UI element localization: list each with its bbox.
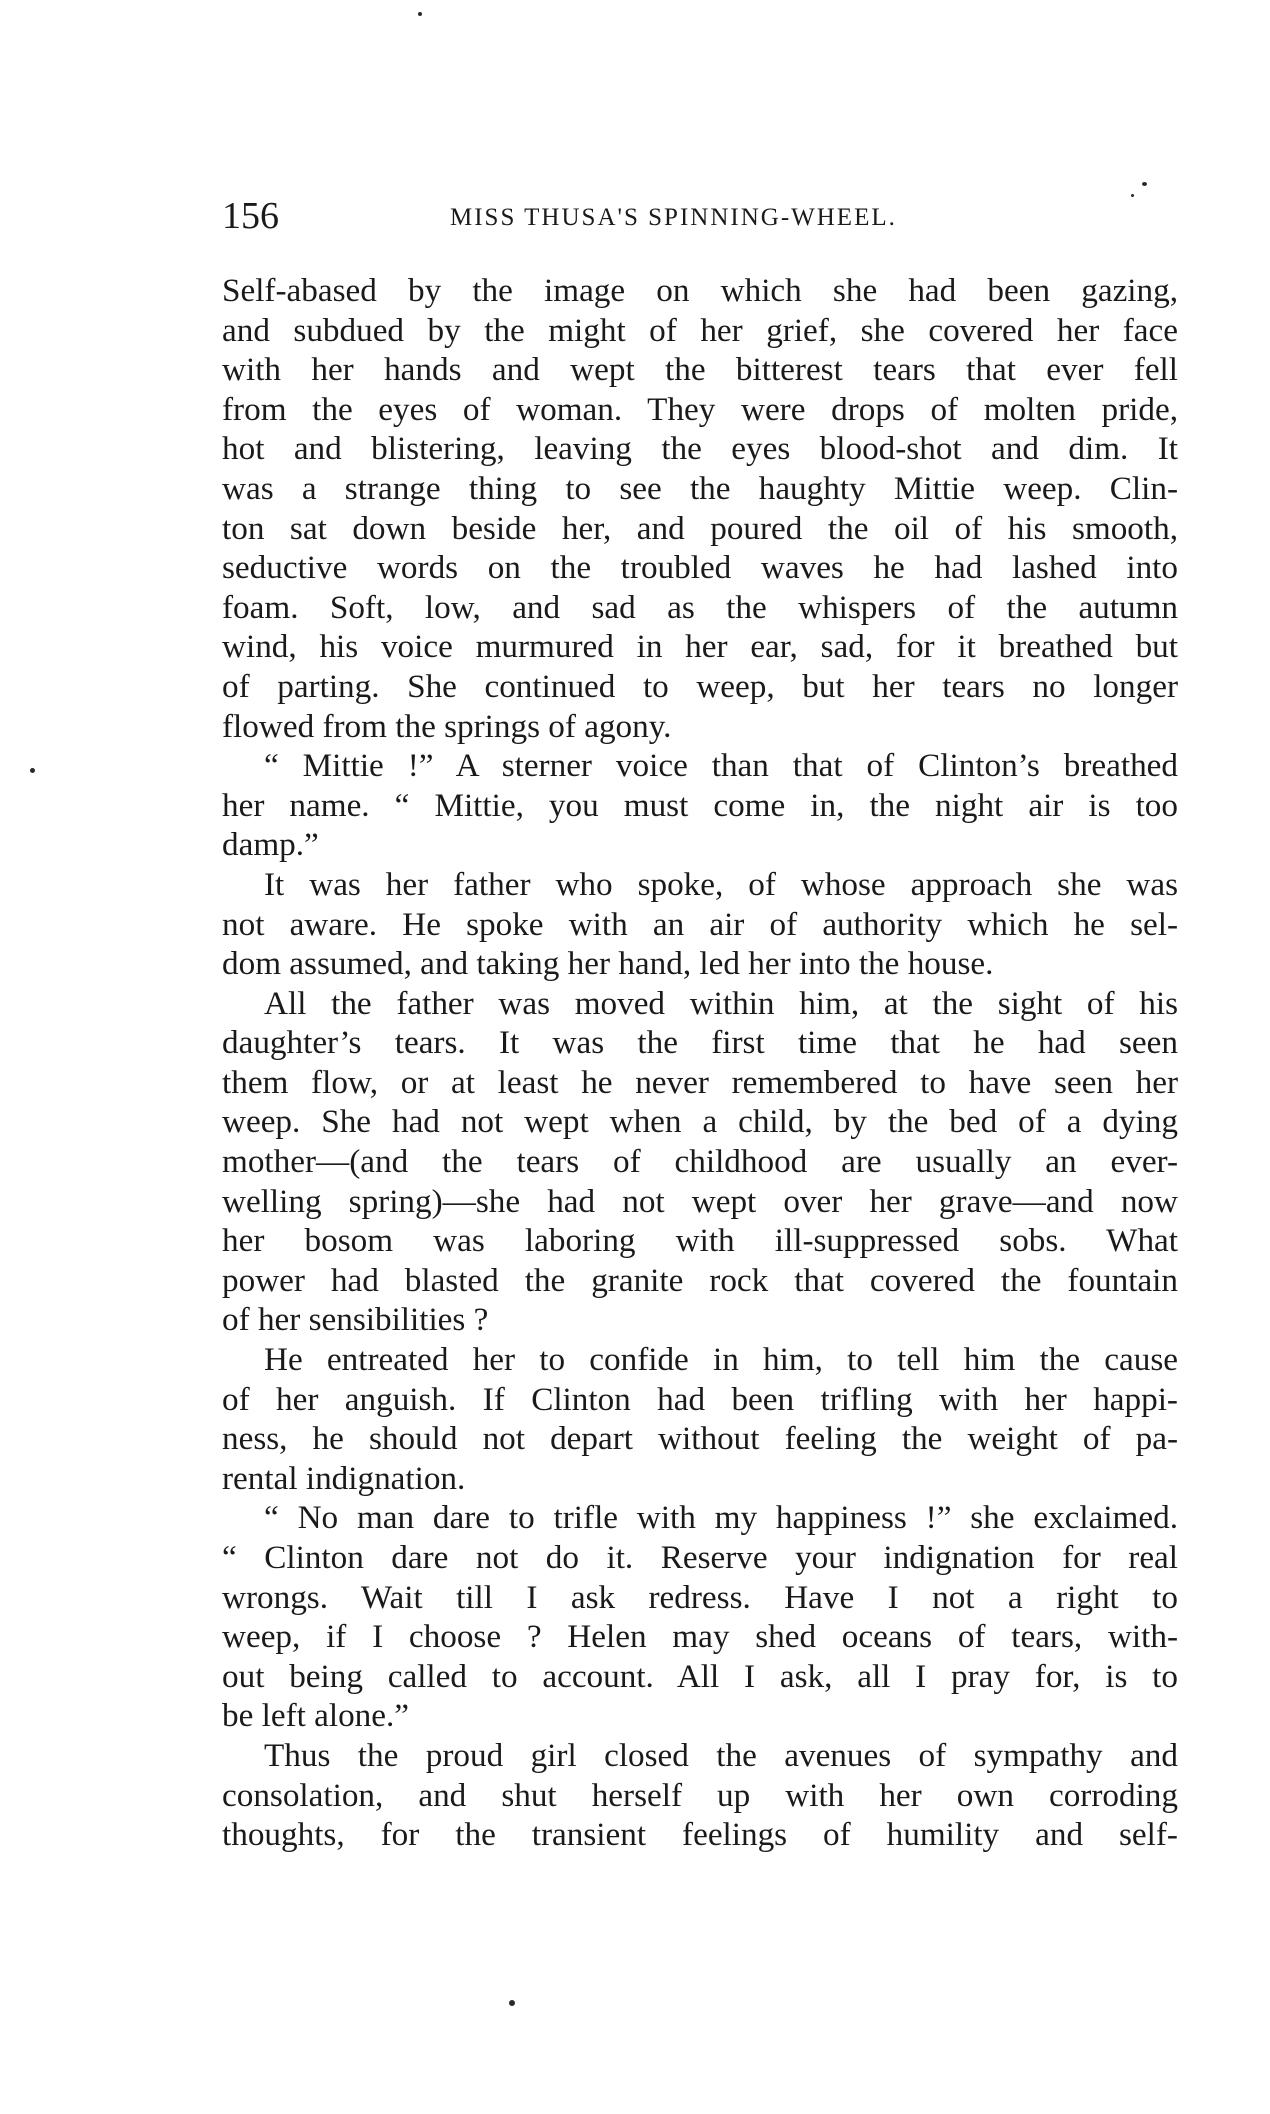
text-line: All the father was moved within him, at the sight of his — [264, 984, 1178, 1022]
text-line: rental indignation. — [222, 1459, 466, 1497]
page-number: 156 — [222, 195, 279, 237]
text-line: and subdued by the might of her grief, she covered her face — [222, 311, 1178, 349]
text-line: of her sensibilities ? — [222, 1301, 489, 1339]
text-line: power had blasted the granite rock that covered the fountain — [222, 1261, 1178, 1299]
text-line: wind, his voice murmured in her ear, sad, for it breathed but — [222, 628, 1178, 666]
text-line: was a strange thing to see the haughty Mittie weep. Clin- — [222, 469, 1178, 507]
text-line: ness, he should not depart without feeling the weight of pa- — [222, 1420, 1178, 1458]
text-line: “ No man dare to trifle with my happiness !” she exclaimed. — [264, 1499, 1178, 1537]
text-line: “ Mittie !” A sterner voice than that of Clinton’s breathed — [264, 747, 1178, 785]
text-line: them flow, or at least he never remembered to have seen her — [222, 1063, 1178, 1101]
text-line: of her anguish. If Clinton had been trifling with her happi- — [222, 1380, 1178, 1418]
text-line: consolation, and shut herself up with her own corroding — [222, 1776, 1178, 1814]
text-line: hot and blistering, leaving the eyes blood-shot and dim. It — [222, 430, 1178, 468]
text-line: daughter’s tears. It was the first time that he had seen — [222, 1024, 1178, 1062]
text-line: “ Clinton dare not do it. Reserve your indignation for real — [222, 1539, 1178, 1576]
text-line: weep, if I choose ? Helen may shed oceans of tears, with- — [222, 1618, 1178, 1656]
text-line: seductive words on the troubled waves he had lashed into — [222, 549, 1178, 587]
text-line: not aware. He spoke with an air of authority which he sel- — [222, 905, 1178, 943]
text-line: flowed from the springs of agony. — [222, 707, 672, 745]
text-line: wrongs. Wait till I ask redress. Have I not a right to — [222, 1578, 1178, 1616]
ink-speck — [1142, 182, 1147, 186]
running-head — [222, 192, 1180, 240]
text-line: damp.” — [222, 826, 319, 864]
text-line: ton sat down beside her, and poured the oil of his smooth, — [222, 509, 1178, 547]
text-line: foam. Soft, low, and sad as the whispers of the autumn — [222, 588, 1178, 626]
text-line: with her hands and wept the bitterest tears that ever fell — [222, 351, 1178, 389]
text-line: He entreated her to confide in him, to tell him the cause — [264, 1341, 1178, 1379]
text-line: her bosom was laboring with ill-suppressed sobs. What — [222, 1222, 1178, 1260]
text-line: Self-abased by the image on which she had been gazing, — [222, 272, 1178, 309]
text-line: It was her father who spoke, of whose approach she was — [264, 865, 1178, 903]
text-line: her name. “ Mittie, you must come in, the night air is too — [222, 786, 1178, 824]
text-line: Thus the proud girl closed the avenues of sympathy and — [264, 1736, 1178, 1774]
ink-speck — [509, 2000, 515, 2006]
text-line: mother—(and the tears of childhood are usually an ever- — [222, 1143, 1178, 1181]
text-line: of parting. She continued to weep, but her tears no longer — [222, 667, 1178, 705]
body-text — [222, 271, 1178, 1855]
text-line: weep. She had not wept when a child, by the bed of a dying — [222, 1103, 1178, 1141]
text-line: be left alone.” — [222, 1697, 410, 1735]
text-line: dom assumed, and taking her hand, led her into the house. — [222, 945, 994, 983]
ink-speck — [30, 768, 35, 773]
text-line: out being called to account. All I ask, all I pray for, is to — [222, 1657, 1178, 1695]
ink-speck — [418, 12, 422, 16]
text-line: from the eyes of woman. They were drops of molten pride, — [222, 390, 1178, 428]
running-title: MISS THUSA'S SPINNING-WHEEL. — [450, 204, 897, 231]
text-line: welling spring)—she had not wept over her grave—and now — [222, 1182, 1178, 1220]
text-line: thoughts, for the transient feelings of humility and self- — [222, 1816, 1178, 1854]
